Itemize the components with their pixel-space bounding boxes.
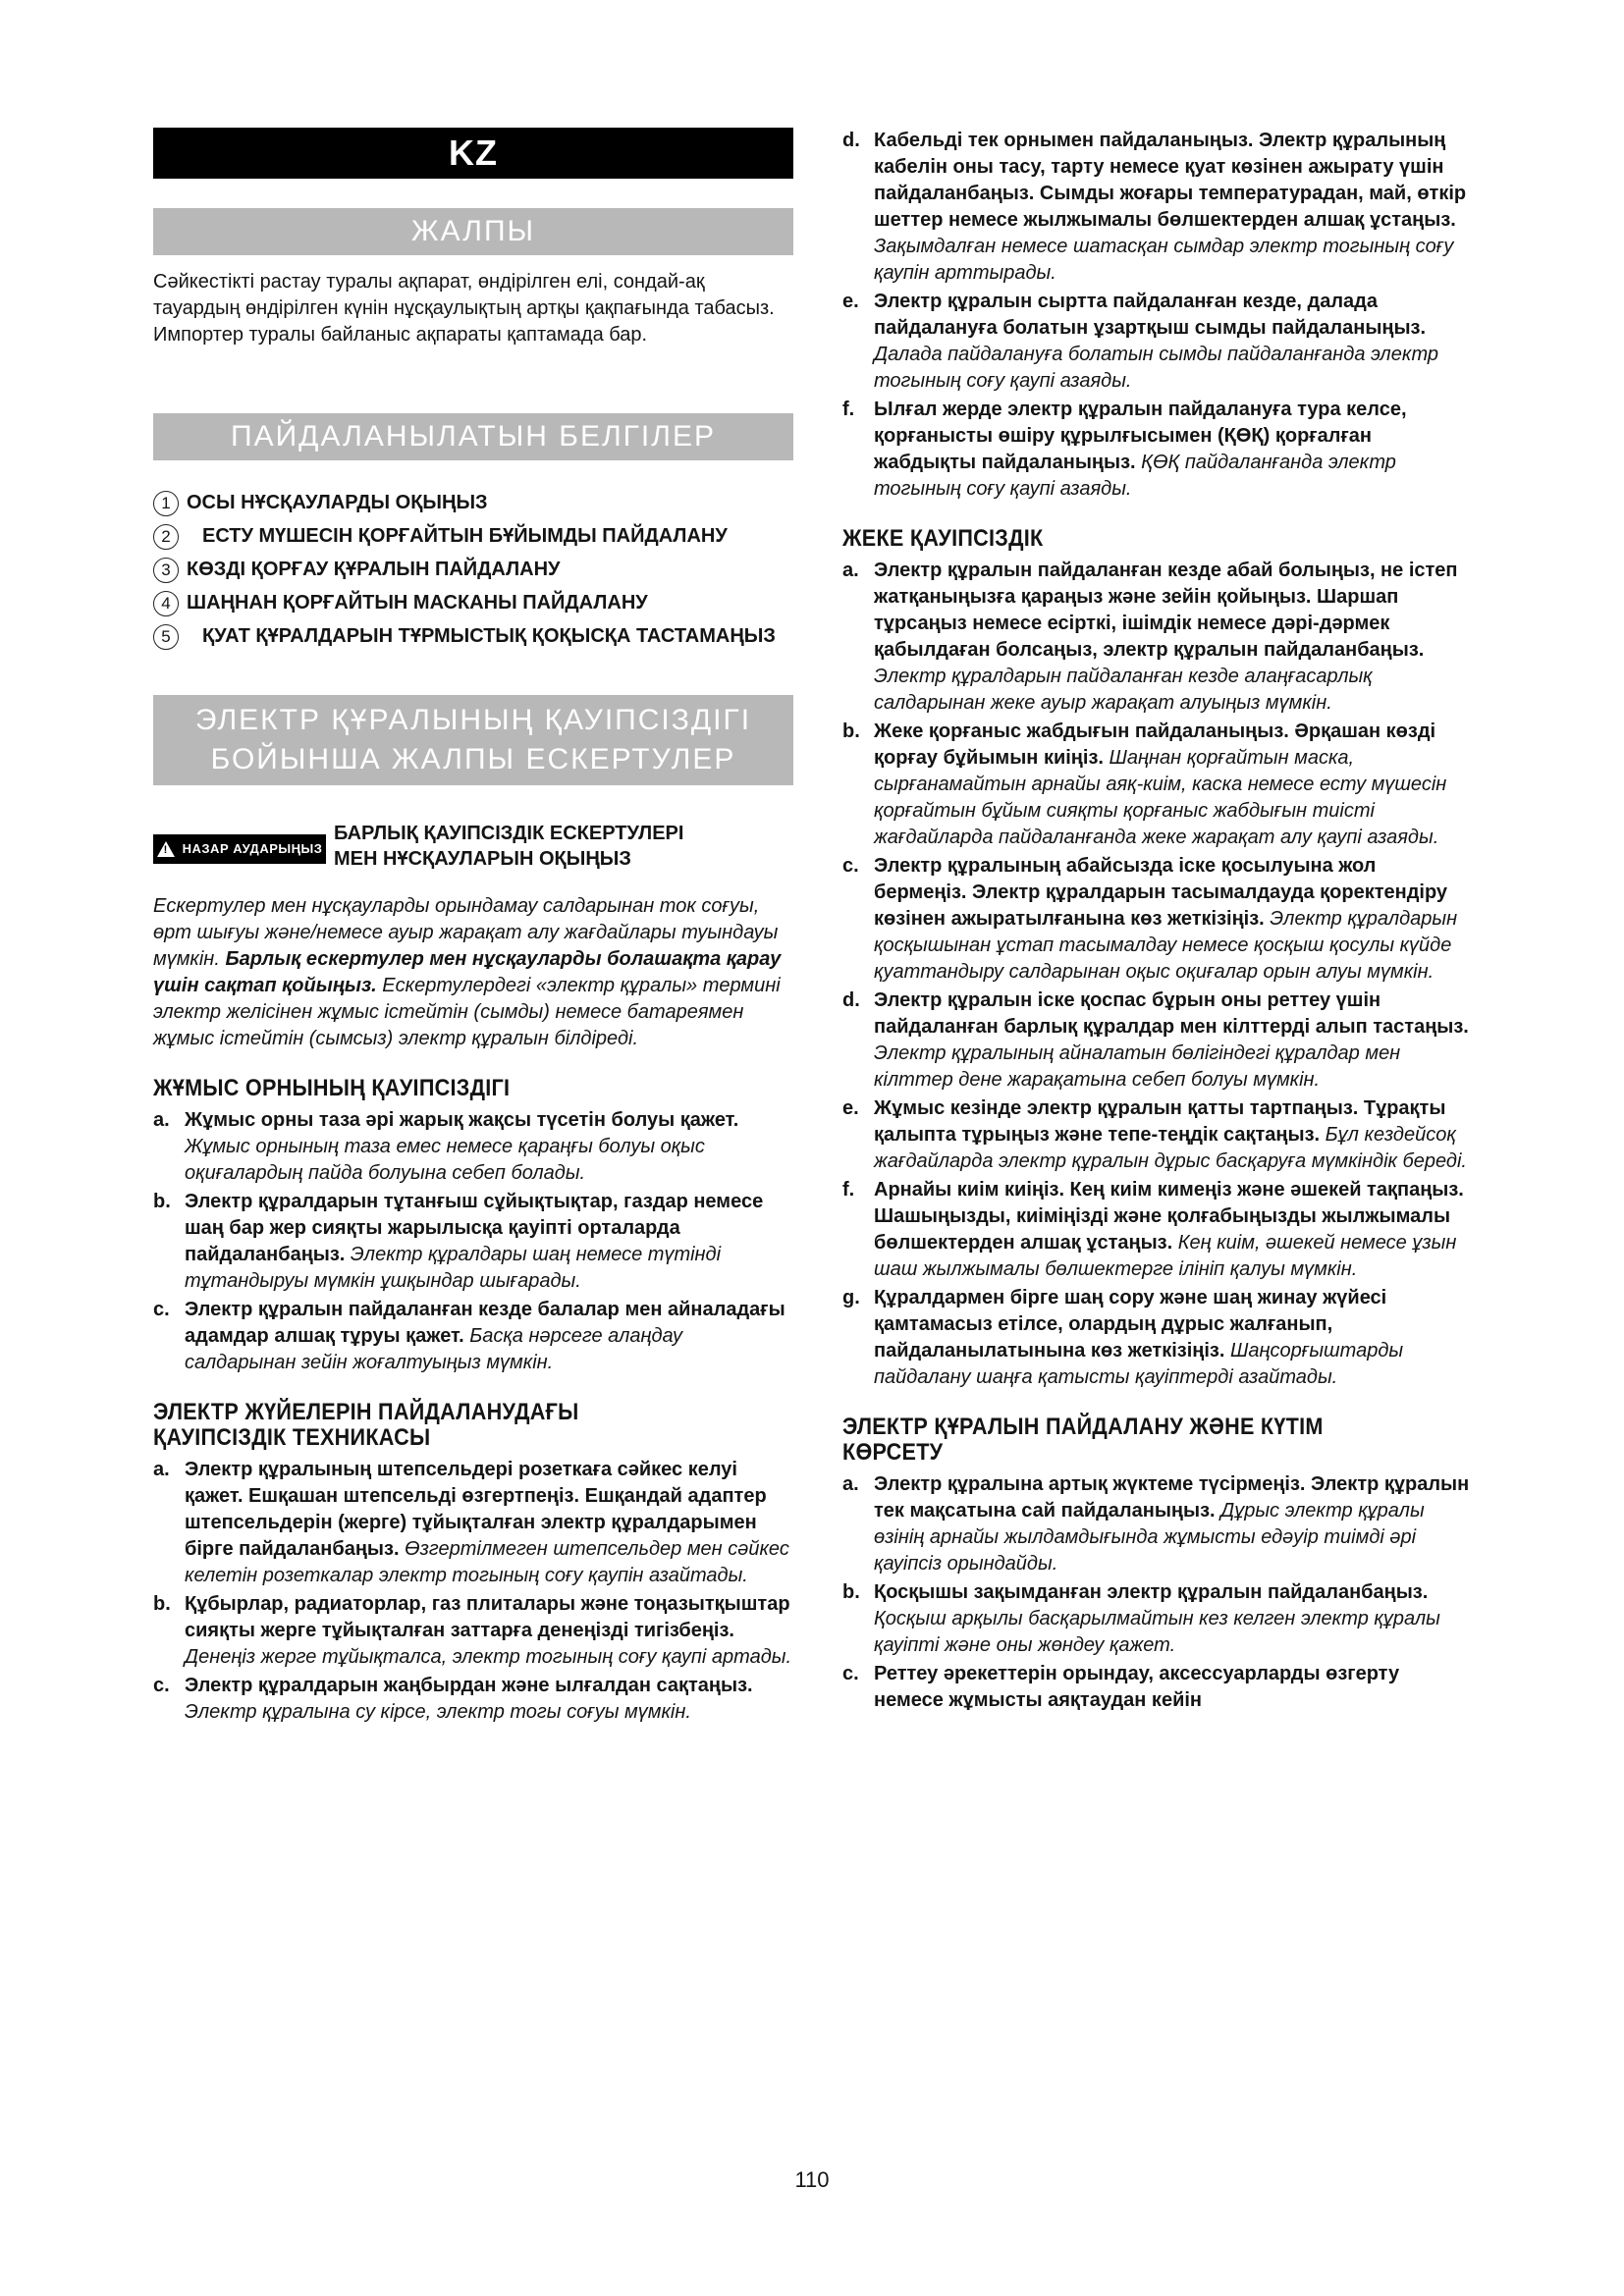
personal-list [842, 558, 1471, 1391]
list-item: b. Жеке қорғаныс жабдығын пайдаланыңыз. Әрқашан көзді қорғау бұйымын киіңіз. Шаңнан қорғайтын маска, сырғанамайтын арнайы аяқ-киім, каска немесе есту мүшесін қорғайтын бұйым сияқты қорғаныс жабдығын тиісті жағдайларда пайдаланғанда жеке жарақат алу қаупі азаяды. [842, 721, 1447, 848]
symbol-item [153, 623, 793, 650]
section-title-electrical: ЭЛЕКТР ЖҮЙЕЛЕРІН ПАЙДАЛАНУДАҒЫ ҚАУІПСІЗДІК ТЕХНИКАСЫ [153, 1399, 579, 1451]
circled-number: 2 [153, 524, 179, 550]
symbol-item [153, 590, 793, 616]
list-item: a. Жұмыс орны таза әрі жарық жақсы түсетін болуы қажет. Жұмыс орнының таза емес немесе қараңғы болуы оқыс оқиғалардың пайда болуына себеп болады. [153, 1109, 739, 1184]
list-item: f. Арнайы киім киіңіз. Кең киім кимеңіз және әшекей тақпаңыз. Шашыңызды, киіміңізді және қолғабыңызды жылжымалы бөлшектерден алшақ ұстаңыз. Кең киім, әшекей немесе ұзын шаш жылжымалы бөлшектерге ілініп қалуы мүмкін. [842, 1179, 1464, 1280]
warning-badge-label: НАЗАР АУДАРЫҢЫЗ [182, 841, 323, 856]
circled-number: 4 [153, 591, 179, 616]
electrical-list-part2 [842, 128, 1471, 503]
warning-triangle-icon: ! [157, 841, 175, 857]
title-line: ЭЛЕКТР ҚҰРАЛЫНЫҢ ҚАУІПСІЗДІГІ [194, 704, 752, 736]
section-title-personal: ЖЕКЕ ҚАУІПСІЗДІК [842, 525, 1044, 552]
circled-number: 1 [153, 491, 179, 516]
list-item: c. Электр құралының абайсызда іске қосылуына жол бермеңіз. Электр құралдарын тасымалдауда қоректендіру көзінен ажыратылғанына көз жеткізіңіз. Электр құралдарын қосқышынан ұстап тасымалдау немесе қосқыш қосулы күйде қуаттандыру салдарынан оқыс оқиғалар орын алуы мүмкін. [842, 855, 1458, 983]
work-area-list [153, 1107, 793, 1376]
warnings-paragraph: Ескертулер мен нұсқауларды орындамау салдарынан ток соғуы, өрт шығуы және/немесе ауыр жарақат алу жағдайлары туындауы мүмкін. Барлық ескертулер мен нұсқауларды болашақта қарау үшін сақтап қойыңыз. Ескертулердегі «электр құралы» термині электр желісінен жұмыс істейтін (сымды) немесе батареямен жұмыс істейтін (сымсыз) электр құралын білдіреді. [153, 895, 782, 1049]
symbol-text: ОСЫ НҰСҚАУЛАРДЫ ОҚЫҢЫЗ [187, 492, 488, 513]
warning-badge [153, 834, 326, 864]
list-item: e. Жұмыс кезінде электр құралын қатты тартпаңыз. Тұрақты қалыпта тұрыңыз және тепе-теңдік сақтаңыз. Бұл кездейсоқ жағдайларда электр құралын дұрыс басқаруға мүмкіндік береді. [842, 1097, 1467, 1172]
language-header: KZ [153, 128, 793, 179]
symbol-item [153, 490, 793, 516]
list-item: b. Қосқышы зақымданған электр құралын пайдаланбаңыз. Қосқыш арқылы басқарылмайтын кез келген электр құралы қауіпті және оны жөндеу қажет. [842, 1581, 1440, 1656]
symbols-list [153, 490, 793, 650]
symbol-text: КӨЗДІ ҚОРҒАУ ҚҰРАЛЫН ПАЙДАЛАНУ [187, 559, 561, 580]
section-title-general-warnings [153, 695, 793, 785]
list-item: a. Электр құралына артық жүктеме түсірмеңіз. Электр құралын тек мақсатына сай пайдаланыңыз. Дұрыс электр құралы өзінің арнайы жылдамдығында жұмысты едәуір тиімді әрі қауіпсіз орындайды. [842, 1473, 1470, 1575]
symbol-text: ЕСТУ МҮШЕСІН ҚОРҒАЙТЫН БҰЙЫМДЫ ПАЙДАЛАНУ [202, 525, 728, 547]
list-item: c. Электр құралын пайдаланған кезде балалар мен айналадағы адамдар алшақ тұруы қажет. Басқа нәрсеге алаңдау салдарынан зейін жоғалтуыңыз мүмкін. [153, 1299, 785, 1373]
intro-paragraph: Сәйкестікті растау туралы ақпарат, өндірілген елі, сондай-ақ тауардың өндірілген күнін нұсқаулықтың артқы қақпағында табасыз. [153, 271, 775, 319]
warning-block [153, 821, 793, 872]
title-line: БОЙЫНША ЖАЛПЫ ЕСКЕРТУЛЕР [210, 743, 736, 775]
use-care-list [842, 1471, 1471, 1714]
page-number: 110 [794, 2167, 830, 2192]
list-item: a. Электр құралының штепсельдері розеткаға сәйкес келуі қажет. Ешқашан штепсельді өзгертпеңіз. Ешқандай адаптер штепсельдерін (жерге) тұйықталған электр құралдарымен бірге пайдаланбаңыз. Өзгертілмеген штепсельдер мен сәйкес келетін розеткалар электр тогының соғу қаупін азайтады. [153, 1459, 789, 1586]
list-item: d. Электр құралын іске қоспас бұрын оны реттеу үшін пайдаланған барлық құралдар мен кілттерді алып тастаңыз. Электр құралының айналатын бөлігіндегі құралдар мен кілттер дене жарақатына себеп болуы мүмкін. [842, 989, 1469, 1091]
list-item: b. Құбырлар, радиаторлар, газ плиталары және тоңазытқыштар сияқты жерге тұйықталған заттарға денеңізді тигізбеңіз. Денеңіз жерге тұйықталса, электр тогының соғу қаупі артады. [153, 1593, 792, 1668]
section-title-symbols: ПАЙДАЛАНЫЛАТЫН БЕЛГІЛЕР [153, 413, 793, 460]
symbol-item [153, 557, 793, 583]
list-item: c. Реттеу әрекеттерін орындау, аксессуарларды өзгерту немесе жұмысты аяқтаудан кейін [842, 1663, 1400, 1711]
symbol-text: ҚУАТ ҚҰРАЛДАРЫН ТҰРМЫСТЫҚ ҚОҚЫСҚА ТАСТАМАҢЫЗ [202, 625, 776, 647]
symbol-item [153, 523, 793, 550]
warning-title: БАРЛЫҚ ҚАУІПСІЗДІК ЕСКЕРТУЛЕРІ МЕН НҰСҚАУЛАРЫН ОҚЫҢЫЗ [334, 823, 684, 870]
circled-number: 5 [153, 624, 179, 650]
importer-paragraph: Импортер туралы байланыс ақпараты қаптамада бар. [153, 324, 648, 346]
left-column [153, 128, 793, 1728]
circled-number: 3 [153, 558, 179, 583]
symbol-text: ШАҢНАН ҚОРҒАЙТЫН МАСКАНЫ ПАЙДАЛАНУ [187, 592, 648, 614]
general-intro [153, 269, 793, 348]
right-column [842, 128, 1471, 1716]
section-title-general: ЖАЛПЫ [153, 208, 793, 255]
list-item: a. Электр құралын пайдаланған кезде абай болыңыз, не істеп жатқаныңызға қараңыз және зейін қойыңыз. Шаршап тұрсаңыз немесе есірткі, ішімдік немесе дәрі-дәрмек қабылдаған болсаңыз, электр құралын пайдаланбаңыз. Электр құралдарын пайдаланған кезде алаңғасарлық салдарынан жеке ауыр жарақат алуыңыз мүмкін. [842, 560, 1458, 714]
list-item: e. Электр құралын сыртта пайдаланған кезде, далада пайдалануға болатын ұзартқыш сымды пайдаланыңыз. Далада пайдалануға болатын сымды пайдаланғанда электр тогының соғу қаупі азаяды. [842, 291, 1439, 392]
list-item: d. Кабельді тек орнымен пайдаланыңыз. Электр құралының кабелін оны тасу, тарту немесе қуат көзінен ажырату үшін пайдаланбаңыз. Сымды жоғары температурадан, май, өткір шеттер немесе жылжымалы бөлшектерден алшақ ұстаңыз. Зақымдалған немесе шатасқан сымдар электр тогының соғу қаупін арттырады. [842, 130, 1467, 284]
section-title-work-area: ЖҰМЫС ОРНЫНЫҢ ҚАУІПСІЗДІГІ [153, 1075, 511, 1101]
list-item: b. Электр құралдарын тұтанғыш сұйықтықтар, газдар немесе шаң бар жер сияқты жарылысқа қауіпті орталарда пайдаланбаңыз. Электр құралдары шаң немесе түтінді тұтандыруы мүмкін ұшқындар шығарады. [153, 1191, 764, 1292]
section-title-use-care: ЭЛЕКТР ҚҰРАЛЫН ПАЙДАЛАНУ ЖӘНЕ КҮТІМ КӨРСЕТУ [842, 1414, 1324, 1466]
list-item: g. Құралдармен бірге шаң сору және шаң жинау жүйесі қамтамасыз етілсе, олардың дұрыс жалғанып, пайдаланылатынына көз жеткізіңіз. Шаңсорғыштарды пайдалану шаңға қатысты қауіптерді азайтады. [842, 1287, 1404, 1388]
list-item: c. Электр құралдарын жаңбырдан және ылғалдан сақтаңыз. Электр құралына су кірсе, электр тогы соғуы мүмкін. [153, 1675, 753, 1723]
list-item: f. Ылғал жерде электр құралын пайдалануға тура келсе, қорғанысты өшіру құрылғысымен (ҚӨҚ) қорғалған жабдықты пайдаланыңыз. ҚӨҚ пайдаланғанда электр тогының соғу қаупі азаяды. [842, 399, 1407, 500]
electrical-list-part1 [153, 1457, 793, 1726]
